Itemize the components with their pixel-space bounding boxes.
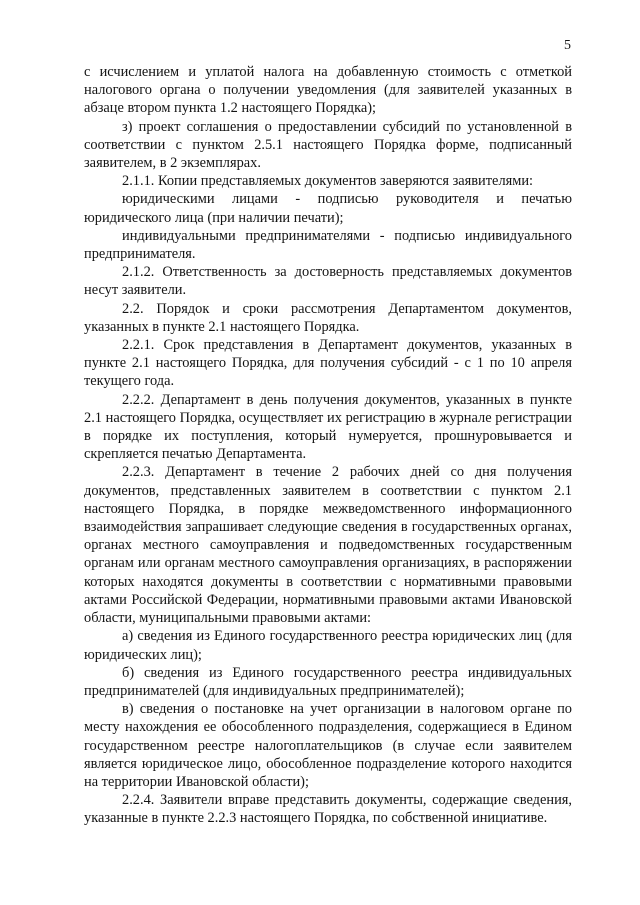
paragraph-2-2-2: 2.2.2. Департамент в день получения документов, указанных в пункте 2.1 настоящего Порядка, осуществляет их регистрацию в журнале регистрации в порядке их поступления, который нумеруется, прошнуровывается и скрепляется печатью Департамента. (84, 391, 572, 463)
paragraph-item-z: з) проект соглашения о предоставлении субсидий по установленной в соответствии с пунктом 2.5.1 настоящего Порядка форме, подписанный заявителем, в 2 экземплярах. (84, 118, 572, 172)
paragraph-item-b: б) сведения из Единого государственного реестра индивидуальных предпринимателей (для индивидуальных предпринимателей); (84, 664, 572, 699)
paragraph-2-1-1: 2.1.1. Копии представляемых документов заверяются заявителями: (122, 173, 534, 190)
page-number: 5 (564, 38, 571, 53)
paragraph-2-2-4: 2.2.4. Заявители вправе представить документы, содержащие сведения, указанные в пункте 2.2.3 настоящего Порядка, по собственной инициативе. (84, 792, 572, 827)
paragraph-2-2-1: 2.2.1. Срок представления в Департамент документов, указанных в пункте 2.1 настоящего Порядка, для получения субсидий - с 1 по 10 апреля текущего года. (84, 337, 572, 390)
paragraph-2-2: 2.2. Порядок и сроки рассмотрения Департаментом документов, указанных в пункте 2.1 настоящего Порядка. (84, 300, 572, 335)
paragraph-item-a: а) сведения из Единого государственного реестра юридических лиц (для юридических лиц); (84, 628, 572, 663)
paragraph-2-1-2: 2.1.2. Ответственность за достоверность представляемых документов несут заявители. (84, 264, 572, 299)
document-body (84, 63, 572, 828)
paragraph-individual-entrepreneurs: индивидуальными предпринимателями - подписью индивидуального предпринимателя. (84, 227, 572, 263)
paragraph-continuation: с исчислением и уплатой налога на добавленную стоимость с отметкой налогового органа о получении уведомления (для заявителей указанных в абзаце втором пункта 1.2 настоящего Порядка); (84, 64, 572, 117)
paragraph-item-v: в) сведения о постановке на учет организации в налоговом органе по месту нахождения ее обособленного подразделения, содержащиеся в Едином государственном реестре налогоплательщиков (в случае если заявителем является юридическое лицо, обособленное подразделение которого находится на территории Ивановской области); (84, 701, 572, 790)
paragraph-legal-entities: юридическими лицами - подписью руководителя и печатью юридического лица (при наличии печати); (84, 191, 572, 226)
paragraph-2-2-3: 2.2.3. Департамент в течение 2 рабочих дней со дня получения документов, представленных заявителем в соответствии с пунктом 2.1 настоящего Порядка, в порядке межведомственного информационного взаимодействия запрашивает следующие сведения в государственных органах, органах местного самоуправления и подведомственных государственным органам или органам местного самоуправления организациях, в распоряжении которых находятся документы в соответствии с нормативными правовыми актами Российской Федерации, нормативными правовыми актами Ивановской области, муниципальными правовыми актами: (84, 464, 572, 627)
